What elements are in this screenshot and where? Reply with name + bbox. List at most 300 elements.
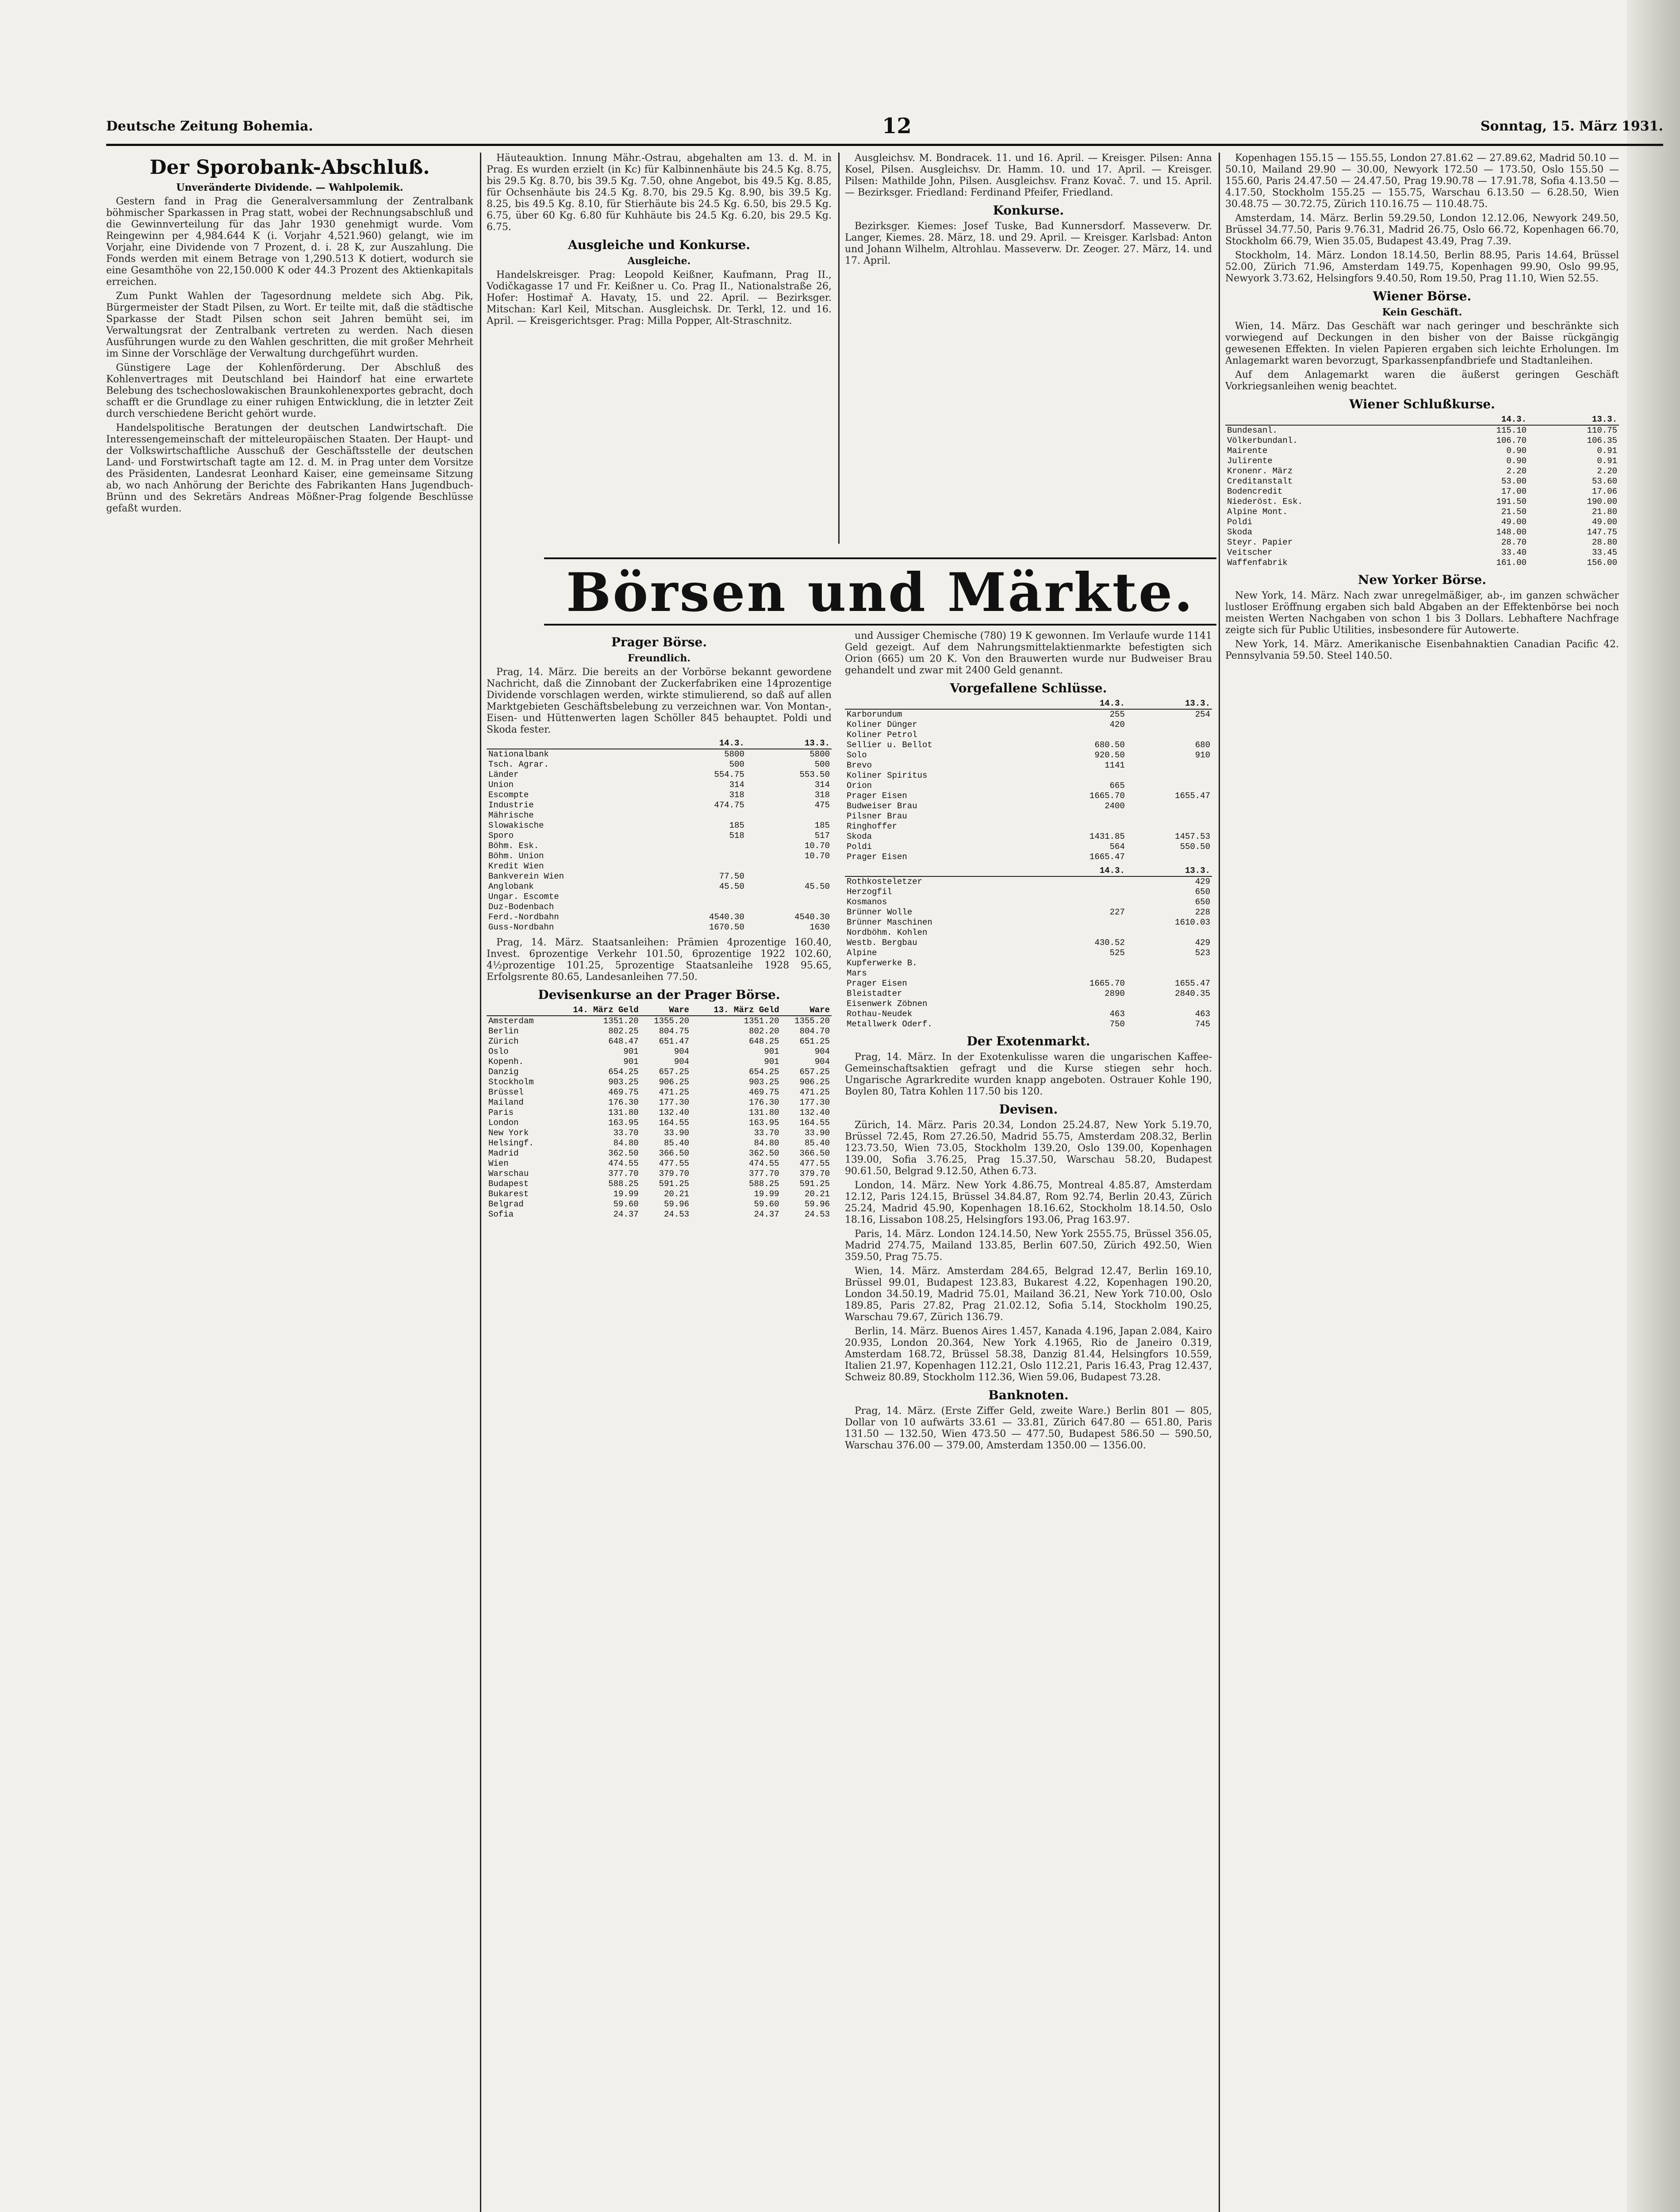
table-cell bbox=[1041, 897, 1127, 907]
table-cell: 463 bbox=[1195, 1009, 1210, 1019]
quotes-table-left bbox=[487, 738, 832, 933]
table-cell: Kredit Wien bbox=[488, 861, 544, 871]
table-row bbox=[487, 1148, 832, 1159]
table-cell: 147.75 bbox=[1587, 527, 1617, 537]
table-cell: Bankverein Wien bbox=[488, 872, 564, 881]
table-header-cell bbox=[487, 1005, 550, 1016]
table-cell: New York bbox=[488, 1128, 529, 1138]
table-cell: Industrie bbox=[488, 800, 534, 810]
table-cell: 901 bbox=[623, 1057, 639, 1067]
table-cell: 163.95 bbox=[608, 1118, 639, 1128]
table-row bbox=[487, 749, 832, 760]
table-cell: 21.80 bbox=[1592, 507, 1617, 517]
table-cell: 314 bbox=[729, 780, 744, 790]
table-cell: 132.40 bbox=[659, 1108, 690, 1118]
table-row bbox=[487, 1210, 832, 1220]
table-row bbox=[1225, 425, 1619, 436]
table-row bbox=[845, 720, 1212, 730]
table-header-cell: 14.3. bbox=[1041, 866, 1127, 876]
prague-subtitle: Freundlich. bbox=[628, 653, 690, 664]
table-cell: 804.70 bbox=[799, 1026, 830, 1036]
table-cell: 228 bbox=[1195, 907, 1210, 917]
table-header-cell: 13.3. bbox=[746, 738, 832, 749]
paragraph: New York, 14. März. Amerikanische Eisenbahnaktien Canadian Pacific 42. Pennsylvania 59.50. Steel 140.50. bbox=[1225, 639, 1619, 661]
table-cell: Böhm. Union bbox=[488, 851, 544, 861]
table-cell: Sellier u. Bellot bbox=[847, 740, 932, 750]
table-cell: Koliner Spiritus bbox=[847, 771, 928, 780]
table-row bbox=[487, 800, 832, 810]
table-row bbox=[487, 922, 832, 933]
column-divider bbox=[480, 153, 481, 2212]
table-cell bbox=[661, 841, 746, 851]
table-cell bbox=[746, 872, 832, 882]
table-cell: 903.25 bbox=[749, 1077, 779, 1087]
table-cell: 903.25 bbox=[608, 1077, 639, 1087]
table-cell: 85.40 bbox=[664, 1138, 690, 1148]
table-cell: 163.95 bbox=[749, 1118, 779, 1128]
table-row bbox=[487, 1016, 832, 1026]
table-cell: 227 bbox=[1109, 907, 1125, 917]
table-cell bbox=[1127, 811, 1212, 822]
table-cell bbox=[661, 902, 746, 912]
table-row bbox=[487, 1138, 832, 1148]
table-row bbox=[845, 897, 1212, 907]
table-cell: Mairente bbox=[1227, 446, 1268, 456]
table-header-cell: Ware bbox=[781, 1005, 832, 1016]
table-cell: 0.91 bbox=[1597, 446, 1617, 456]
table-row bbox=[487, 1026, 832, 1037]
table-cell: 474.55 bbox=[749, 1159, 779, 1168]
table-header-cell: 13.3. bbox=[1528, 415, 1619, 425]
table-row bbox=[1225, 466, 1619, 476]
table-cell: 49.00 bbox=[1501, 517, 1527, 527]
paragraph: Günstigere Lage der Kohlenförderung. Der Abschluß des Kohlenvertrages mit Deutschland bei Haindorf hat eine erwartete Belebung des tschechoslowakischen Braunkohlenexportes gebracht, doch schafft er die Grundlage zu einer ruhigen Entwicklung, die in letzter Zeit durch verschiedene Bericht gehört wurde. bbox=[106, 362, 473, 419]
table-row bbox=[487, 841, 832, 851]
table-row bbox=[845, 771, 1212, 781]
table-cell: Helsingf. bbox=[488, 1138, 534, 1148]
table-row bbox=[1225, 487, 1619, 497]
table-cell: 1351.20 bbox=[744, 1016, 779, 1026]
table-cell: 591.25 bbox=[659, 1179, 690, 1189]
table-row bbox=[487, 861, 832, 872]
table-cell: Pilsner Brau bbox=[847, 811, 907, 821]
table-cell: Bundesanl. bbox=[1227, 426, 1278, 435]
table-cell: Waffenfabrik bbox=[1227, 558, 1288, 568]
table-header-cell: Ware bbox=[641, 1005, 691, 1016]
table-cell bbox=[1127, 760, 1212, 771]
table-row bbox=[487, 1047, 832, 1057]
table-cell: 20.21 bbox=[664, 1189, 690, 1199]
table-row bbox=[487, 1169, 832, 1179]
table-row bbox=[845, 948, 1212, 958]
table-cell: 469.75 bbox=[608, 1087, 639, 1097]
table-cell: 1630 bbox=[809, 922, 830, 932]
table-cell: 106.70 bbox=[1496, 436, 1527, 445]
table-cell: 554.75 bbox=[714, 770, 744, 780]
table-cell: 750 bbox=[1109, 1019, 1125, 1029]
table-row bbox=[487, 1189, 832, 1199]
table-row bbox=[1225, 436, 1619, 446]
paragraph: Kopenhagen 155.15 — 155.55, London 27.81.62 — 27.89.62, Madrid 50.10 — 50.10, Mailand 29.90 — 30.00, Newyork 172.50 — 173.50, Oslo 155.50 — 155.60, Paris 24.47.50 — 24.47.50, Prag 19.90.78 — 17.91.78, Sofia 4.13.50 — 4.17.50, Stockholm 155.25 — 155.75, Warschau 6.13.50 — 6.28.50, Wien 30.48.75 — 30.72.75, Zürich 110.16.75 — 110.48.75. bbox=[1225, 153, 1619, 210]
table-cell: 19.99 bbox=[754, 1189, 779, 1199]
table-cell: Mährische bbox=[488, 810, 534, 820]
table-cell: 650 bbox=[1195, 887, 1210, 897]
table-cell: 131.80 bbox=[608, 1108, 639, 1118]
column-2-top bbox=[487, 153, 832, 544]
table-cell: 588.25 bbox=[749, 1179, 779, 1189]
table-cell: 1665.47 bbox=[1089, 852, 1125, 862]
table-row bbox=[1225, 538, 1619, 548]
table-cell bbox=[1041, 918, 1127, 928]
table-cell: 429 bbox=[1195, 938, 1210, 948]
table-row bbox=[845, 876, 1212, 887]
table-cell bbox=[1127, 720, 1212, 730]
paragraph: Wien, 14. März. Amsterdam 284.65, Belgrad 12.47, Berlin 169.10, Brüssel 99.01, Budapest 123.83, Bukarest 4.22, Kopenhagen 190.20, London 34.50.19, Madrid 75.01, Mailand 36.21, New York 710.00, Oslo 189.85, Paris 27.82, Prag 21.02.12, Sofia 5.14, Stockholm 190.25, Warschau 79.67, Zürich 136.79. bbox=[845, 1266, 1212, 1323]
table-cell bbox=[1041, 822, 1127, 832]
table-cell: 318 bbox=[729, 790, 744, 800]
table-cell: 156.00 bbox=[1587, 558, 1617, 568]
table-cell: 648.25 bbox=[749, 1037, 779, 1046]
table-row bbox=[845, 887, 1212, 897]
table-cell: Brüssel bbox=[488, 1087, 524, 1097]
table-cell: 1655.47 bbox=[1175, 979, 1210, 988]
paragraph: Prag, 14. März. (Erste Ziffer Geld, zweite Ware.) Berlin 801 — 805, Dollar von 10 aufwärts 33.61 — 33.81, Zürich 647.80 — 651.80, Paris 131.50 — 132.50, Wien 473.50 — 477.50, Budapest 586.50 — 590.50, Warschau 376.00 — 379.00, Amsterdam 1350.00 — 1356.00. bbox=[845, 1406, 1212, 1451]
table-header-cell: 14. März Geld bbox=[550, 1005, 641, 1016]
table-cell: 59.96 bbox=[664, 1199, 690, 1209]
table-cell: 901 bbox=[764, 1057, 779, 1067]
table-cell: 654.25 bbox=[608, 1067, 639, 1077]
table-cell: 474.75 bbox=[714, 800, 744, 810]
table-cell: 24.37 bbox=[754, 1210, 779, 1219]
issue-date: Sonntag, 15. März 1931. bbox=[1481, 118, 1663, 134]
page-number: 12 bbox=[882, 114, 912, 138]
table-cell: Tsch. Agrar. bbox=[488, 760, 549, 769]
table-cell: Warschau bbox=[488, 1169, 529, 1179]
article-title-sporobank: Der Sporobank-Abschluß. bbox=[150, 156, 430, 179]
table-cell: 1665.70 bbox=[1089, 979, 1125, 988]
table-cell: Westb. Bergbau bbox=[847, 938, 917, 948]
table-cell: 804.75 bbox=[659, 1026, 690, 1036]
paragraph: Handelskreisger. Prag: Leopold Keißner, Kaufmann, Prag II., Vodičkagasse 17 und Fr. Keißner u. Co. Prag II., Nationalstraße 26, Hofer: Hostimař A. Havaty, 15. und 22. April. — Bezirksger. Mitschan: Karl Keil, Mitschan. Ausgleichsk. Dr. Terkl, 12. und 16. April. — Kreisgerichtsger. Prag: Milla Popper, Alt-Straschnitz. bbox=[487, 269, 832, 326]
devisen2-title: Devisen. bbox=[999, 1102, 1058, 1117]
section-subtitle: Ausgleiche. bbox=[627, 255, 691, 267]
table-row bbox=[487, 892, 832, 902]
table-cell: 45.50 bbox=[804, 882, 830, 891]
section-title-boersen: Börsen und Märkte. bbox=[566, 561, 1195, 624]
table-cell: 20.21 bbox=[804, 1189, 830, 1199]
table-cell bbox=[661, 851, 746, 861]
table-cell: Kupferwerke B. bbox=[847, 958, 917, 968]
table-cell: Skoda bbox=[1227, 527, 1253, 537]
table-cell: 680.50 bbox=[1094, 740, 1125, 750]
table-cell: Niederöst. Esk. bbox=[1227, 497, 1303, 507]
table-row bbox=[1225, 456, 1619, 466]
table-cell: 523 bbox=[1195, 948, 1210, 958]
table-row bbox=[487, 1067, 832, 1077]
table-cell: 254 bbox=[1195, 710, 1210, 719]
table-cell bbox=[1127, 730, 1212, 740]
table-cell: Oslo bbox=[488, 1047, 509, 1056]
title-rule-top bbox=[544, 557, 1216, 559]
table-row bbox=[845, 989, 1212, 999]
table-cell: Brünner Maschinen bbox=[847, 918, 932, 927]
table-cell: Koliner Dünger bbox=[847, 720, 917, 730]
table-cell: 901 bbox=[623, 1047, 639, 1056]
table-row bbox=[487, 1077, 832, 1087]
table-header-cell bbox=[845, 699, 1041, 709]
quotes-table-mid bbox=[845, 699, 1212, 862]
table-row bbox=[487, 1128, 832, 1138]
table-cell bbox=[1127, 822, 1212, 832]
table-cell: 177.30 bbox=[799, 1098, 830, 1107]
table-cell: Rothau-Neudek bbox=[847, 1009, 913, 1019]
table-cell: Metallwerk Oderf. bbox=[847, 1019, 932, 1029]
table-row bbox=[487, 1098, 832, 1108]
table-cell: 463 bbox=[1109, 1009, 1125, 1019]
table-cell: 17.00 bbox=[1501, 487, 1527, 496]
table-cell bbox=[1041, 968, 1127, 979]
table-cell: Solo bbox=[847, 750, 867, 760]
table-cell: Ungar. Escomte bbox=[488, 892, 559, 902]
table-cell: Stockholm bbox=[488, 1077, 534, 1087]
header-rule bbox=[106, 144, 1663, 146]
table-cell: 477.55 bbox=[799, 1159, 830, 1168]
table-cell: 904 bbox=[674, 1047, 690, 1056]
table-row bbox=[487, 1118, 832, 1128]
table-cell: 106.35 bbox=[1587, 436, 1617, 445]
table-row bbox=[487, 790, 832, 800]
table-cell: Wien bbox=[488, 1159, 509, 1168]
table-row bbox=[487, 851, 832, 861]
paragraph: Bezirksger. Kiemes: Josef Tuske, Bad Kunnersdorf. Masseverw. Dr. Langer, Kiemes. 28. März, 18. und 29. April. — Kreisger. Karlsbad: Anton und Johann Wilhelm, Altrohlau. Masseverw. Dr. Zeoger. 27. März, 14. und 17. April. bbox=[845, 221, 1212, 266]
vienna-schluss-table bbox=[1225, 415, 1619, 568]
vienna-title: Wiener Börse. bbox=[1373, 289, 1472, 303]
table-row bbox=[845, 918, 1212, 928]
table-cell bbox=[1041, 876, 1127, 887]
table-cell: 176.30 bbox=[608, 1098, 639, 1107]
table-cell: Brünner Wolle bbox=[847, 907, 913, 917]
table-cell: 553.50 bbox=[799, 770, 830, 780]
table-cell bbox=[1041, 999, 1127, 1009]
paragraph: Handelspolitische Beratungen der deutschen Landwirtschaft. Die Interessengemeinschaft der mitteleuropäischen Staaten. Der Haupt- und der Volkswirtschaftliche Ausschuß der Geschäftsstelle der deutschen Land- und Forstwirtschaft tagte am 12. d. M. in Prag unter dem Vorsitze des Präsidenten, Landesrat Leonhard Kaiser, eine gemeinsame Sitzung ab, wo nach Anhörung der Berichte des Fabrikanten Hans Jugendbuch-Brünn und des Sekretärs Andreas Mößner-Prag folgende Beschlüsse gefaßt wurden. bbox=[106, 422, 473, 514]
table-cell: 379.70 bbox=[799, 1169, 830, 1179]
table-cell bbox=[1127, 958, 1212, 968]
table-cell: 84.80 bbox=[754, 1138, 779, 1148]
table-row bbox=[487, 1159, 832, 1169]
table-cell: 377.70 bbox=[749, 1169, 779, 1179]
table-cell: 564 bbox=[1109, 842, 1125, 852]
table-cell bbox=[1127, 968, 1212, 979]
table-cell: 33.70 bbox=[613, 1128, 639, 1138]
title-rule-bottom bbox=[544, 624, 1216, 626]
table-cell: Berlin bbox=[488, 1026, 519, 1036]
table-cell: 474.55 bbox=[608, 1159, 639, 1168]
paragraph: Gestern fand in Prag die Generalversammlung der Zentralbank böhmischer Sparkassen in Prag statt, wobei der Rechnungsabschluß und die Gewinnverteilung für das Jahr 1930 genehmigt wurde. Vom Reingewinn per 4,984.644 K (i. Vorjahr 4,521.960) gelangt, wie im Vorjahr, eine Dividende von 7 Prozent, d. i. 28 K, zur Auszahlung. Die Fonds werden mit einem Betrage von 1,290.513 K dotiert, wodurch sie eine Gesamthöhe von 22,150.000 K oder 44.3 Prozent des Aktienkapitals erreichen. bbox=[106, 196, 473, 288]
table-cell: Kopenh. bbox=[488, 1057, 524, 1067]
table-row bbox=[487, 1108, 832, 1118]
table-cell: 28.80 bbox=[1592, 538, 1617, 547]
table-row bbox=[487, 831, 832, 841]
paragraph: London, 14. März. New York 4.86.75, Montreal 4.85.87, Amsterdam 12.12, Paris 124.15, Brüssel 34.84.87, Rom 92.74, Berlin 20.43, Zürich 25.24, Madrid 45.90, Kopenhagen 18.16.62, Stockholm 18.14.50, Oslo 18.16, Lissabon 108.25, Helsingfors 193.06, Prag 163.97. bbox=[845, 1180, 1212, 1225]
table-row bbox=[487, 1199, 832, 1210]
table-cell: 10.70 bbox=[804, 851, 830, 861]
table-row bbox=[487, 770, 832, 780]
paragraph: Paris, 14. März. London 124.14.50, New York 2555.75, Brüssel 356.05, Madrid 274.75, Mailand 133.85, Berlin 607.50, Zürich 492.50, Wien 359.50, Prag 75.75. bbox=[845, 1229, 1212, 1263]
table-cell: 110.75 bbox=[1587, 426, 1617, 435]
devisen-table bbox=[487, 1005, 832, 1220]
table-cell: 1141 bbox=[1105, 760, 1125, 770]
table-cell: 377.70 bbox=[608, 1169, 639, 1179]
table-cell: Paris bbox=[488, 1108, 514, 1118]
table-cell: 33.90 bbox=[804, 1128, 830, 1138]
table-cell: 33.45 bbox=[1592, 548, 1617, 557]
table-cell: 77.50 bbox=[719, 872, 744, 881]
table-row bbox=[487, 1179, 832, 1189]
table-cell: 190.00 bbox=[1587, 497, 1617, 507]
paragraph: Wien, 14. März. Das Geschäft war nach geringer und beschränkte sich vorwiegend auf Deckungen in den bisher von der Baisse rückgängig gewesenen Effekten. In vielen Papieren ergaben sich leichte Erholungen. Im Anlagemarkt waren bevorzugt, Sparkassenpfandbriefe und Stadtanleihen. bbox=[1225, 321, 1619, 366]
paragraph: und Aussiger Chemische (780) 19 K gewonnen. Im Verlaufe wurde 1141 Geld gezeigt. Auf dem Nahrungsmittelaktienmarkte befestigten sich Orion (665) um 20 K. Von den Brauwerten wurde nur Budweiser Brau gehandelt und zwar mit 2400 Geld genannt. bbox=[845, 630, 1212, 676]
table-row bbox=[845, 999, 1212, 1009]
table-cell: 471.25 bbox=[659, 1087, 690, 1097]
table-cell: 176.30 bbox=[749, 1098, 779, 1107]
table-cell: 2.20 bbox=[1597, 466, 1617, 476]
page-spine-shadow bbox=[1627, 0, 1680, 2212]
table-cell: 910 bbox=[1195, 750, 1210, 760]
paragraph: Prag, 14. März. Staatsanleihen: Prämien 4prozentige 160.40, Invest. 6prozentige Verkehr 101.50, 6prozentige 1922 102.60, 4½prozentige 101.25, 5prozentige Staatsanleihe 1928 95.65, Erfolgsrente 80.65, Landesanleihen 77.50. bbox=[487, 937, 832, 983]
table-cell: 517 bbox=[814, 831, 830, 841]
table-cell: Böhm. Esk. bbox=[488, 841, 539, 851]
table-row bbox=[1225, 548, 1619, 558]
paragraph: New York, 14. März. Nach zwar unregelmäßiger, ab-, im ganzen schwächer lustloser Eröffnung ergaben sich bald Abgaben an der Effektenbörse bei noch meisten Werten Nachgaben von schon 1 bis 3 Dollars. Lebhaftere Nachfrage zeigte sich für Public Utilities, insbesondere für Autowerte. bbox=[1225, 590, 1619, 636]
table-cell: 654.25 bbox=[749, 1067, 779, 1077]
table-cell: 132.40 bbox=[799, 1108, 830, 1118]
table-cell: 164.55 bbox=[799, 1118, 830, 1128]
table-cell: 1655.47 bbox=[1175, 791, 1210, 801]
table-cell: 657.25 bbox=[659, 1067, 690, 1077]
table-header-cell: 14.3. bbox=[1041, 699, 1127, 709]
table-cell: 680 bbox=[1195, 740, 1210, 750]
paragraph: Stockholm, 14. März. London 18.14.50, Berlin 88.95, Paris 14.64, Brüssel 52.00, Zürich 71.96, Amsterdam 149.75, Kopenhagen 99.90, Oslo 99.95, Newyork 3.73.62, Helsingfors 9.40.50, Rom 19.50, Prag 11.10, Wien 52.55. bbox=[1225, 250, 1619, 284]
paragraph: Berlin, 14. März. Buenos Aires 1.457, Kanada 4.196, Japan 2.084, Kairo 20.935, London 20.364, New York 4.1965, Rio de Janeiro 0.319, Amsterdam 168.72, Brüssel 58.38, Danzig 81.44, Helsingfors 10.559, Italien 21.97, Kopenhagen 112.21, Oslo 112.21, Paris 16.43, Prag 12.437, Schweiz 80.89, Stockholm 112.36, Wien 59.06, Budapest 73.28. bbox=[845, 1326, 1212, 1383]
column-divider bbox=[1219, 153, 1220, 2212]
table-row bbox=[1225, 558, 1619, 568]
table-cell: Prager Eisen bbox=[847, 979, 907, 988]
table-cell: 59.60 bbox=[613, 1199, 639, 1209]
table-cell: 2400 bbox=[1105, 801, 1125, 811]
paragraph: Ausgleichsv. M. Bondracek. 11. und 16. April. — Kreisger. Pilsen: Anna Kosel, Pilsen. Ausgleichsv. Dr. Hamm. 10. und 17. April. — Kreisger. Pilsen: Mathilde John, Pilsen. Ausgleichsv. Franz Kovač. 7. und 15. April. — Bezirksger. Friedland: Ferdinand Pfeifer, Friedland. bbox=[845, 153, 1212, 198]
table-row bbox=[487, 1087, 832, 1098]
paragraph: Häuteauktion. Innung Mähr.-Ostrau, abgehalten am 13. d. M. in Prag. Es wurden erzielt (in Kc) für Kalbinnenhäute bis 24.5 Kg. 8.75, bis 29.5 Kg. 8.70, bis 39.5 Kg. 7.50, ohne Angebot, bis 49.5 Kg. 8.85, für Ochsenhäute bis 24.5 Kg. 8.70, bis 29.5 Kg. 8.90, bis 39.5 Kg. 8.25, bis 49.5 Kg. 8.10, für Stierhäute bis 24.5 Kg. 6.50, bis 29.5 Kg. 6.75, über 60 Kg. 6.80 für Kuhhäute bis 24.5 Kg. 6.20, bis 29.5 Kg. 6.75. bbox=[487, 153, 832, 233]
table-cell: Prager Eisen bbox=[847, 791, 907, 801]
table-cell: Slowakische bbox=[488, 821, 544, 830]
table-cell: Bodencredit bbox=[1227, 487, 1283, 496]
table-row bbox=[1225, 507, 1619, 517]
table-cell: 164.55 bbox=[659, 1118, 690, 1128]
table-row bbox=[845, 842, 1212, 852]
table-cell: 10.70 bbox=[804, 841, 830, 851]
table-cell: 651.47 bbox=[659, 1037, 690, 1046]
table-cell: Sporo bbox=[488, 831, 514, 841]
table-row bbox=[487, 882, 832, 892]
table-row bbox=[487, 912, 832, 922]
table-row bbox=[1225, 527, 1619, 538]
paragraph: Zürich, 14. März. Paris 20.34, London 25.24.87, New York 5.19.70, Brüssel 72.45, Rom 27.26.50, Madrid 55.75, Amsterdam 208.32, Berlin 123.73.50, Wien 73.05, Stockholm 139.20, Oslo 139.00, Kopenhagen 139.00, Sofia 3.76.25, Prag 15.37.50, Warschau 58.20, Budapest 90.61.50, Belgrad 9.12.50, Athen 6.73. bbox=[845, 1120, 1212, 1177]
table-row bbox=[845, 750, 1212, 760]
table-cell: Danzig bbox=[488, 1067, 519, 1077]
table-header-cell: 14.3. bbox=[1438, 415, 1528, 425]
table-cell: 0.91 bbox=[1597, 456, 1617, 466]
table-cell bbox=[746, 902, 832, 912]
table-row bbox=[845, 760, 1212, 771]
table-cell: 651.25 bbox=[799, 1037, 830, 1046]
table-row bbox=[845, 958, 1212, 968]
table-cell: Ringhoffer bbox=[847, 822, 898, 831]
table-cell: Guss-Nordbahn bbox=[488, 922, 554, 932]
article-subtitle-sporobank: Unveränderte Dividende. — Wahlpolemik. bbox=[176, 182, 403, 193]
table-row bbox=[845, 709, 1212, 720]
table-cell: 85.40 bbox=[804, 1138, 830, 1148]
table-cell: Kosmanos bbox=[847, 897, 887, 907]
table-cell: Alpine bbox=[847, 948, 877, 958]
table-cell: 920.50 bbox=[1094, 750, 1125, 760]
table-cell: Ferd.-Nordbahn bbox=[488, 912, 559, 922]
table-cell: Bukarest bbox=[488, 1189, 529, 1199]
table-row bbox=[487, 902, 832, 912]
table-cell: 904 bbox=[814, 1057, 830, 1067]
table-cell: 314 bbox=[814, 780, 830, 790]
table-cell: 318 bbox=[814, 790, 830, 800]
table-cell: 525 bbox=[1109, 948, 1125, 958]
table-cell: 588.25 bbox=[608, 1179, 639, 1189]
table-cell: 550.50 bbox=[1180, 842, 1210, 852]
table-cell: Poldi bbox=[1227, 517, 1253, 527]
table-cell: Julirente bbox=[1227, 456, 1273, 466]
table-cell: Zürich bbox=[488, 1037, 519, 1046]
table-cell: 648.47 bbox=[608, 1037, 639, 1046]
table-row bbox=[845, 740, 1212, 750]
table-cell: 0.90 bbox=[1506, 456, 1527, 466]
paper-name: Deutsche Zeitung Bohemia. bbox=[106, 118, 313, 134]
table-cell: 28.70 bbox=[1501, 538, 1527, 547]
table-cell: 53.60 bbox=[1592, 476, 1617, 486]
table-cell: Amsterdam bbox=[488, 1016, 534, 1026]
table-cell: 518 bbox=[729, 831, 744, 841]
table-cell: 429 bbox=[1195, 877, 1210, 887]
table-cell: Länder bbox=[488, 770, 519, 780]
table-cell: Orion bbox=[847, 781, 872, 791]
table-cell: Skoda bbox=[847, 832, 872, 841]
table-cell bbox=[1041, 730, 1127, 740]
table-cell bbox=[1127, 928, 1212, 938]
table-cell: 185 bbox=[814, 821, 830, 830]
column-3-top bbox=[845, 153, 1212, 544]
table-row bbox=[1225, 476, 1619, 487]
banknoten-title: Banknoten. bbox=[988, 1388, 1069, 1402]
table-cell: Völkerbundanl. bbox=[1227, 436, 1298, 445]
table-cell: 366.50 bbox=[659, 1148, 690, 1158]
column-3-bottom bbox=[845, 630, 1212, 2212]
quotes-table-right bbox=[845, 866, 1212, 1029]
table-cell: 1610.03 bbox=[1175, 918, 1210, 927]
table-row bbox=[845, 791, 1212, 801]
column-divider bbox=[838, 153, 840, 544]
table-cell bbox=[1127, 999, 1212, 1009]
table-cell: 2840.35 bbox=[1175, 989, 1210, 998]
table-row bbox=[845, 852, 1212, 862]
table-row bbox=[487, 1057, 832, 1067]
table-row bbox=[845, 822, 1212, 832]
column-4 bbox=[1225, 153, 1619, 2212]
